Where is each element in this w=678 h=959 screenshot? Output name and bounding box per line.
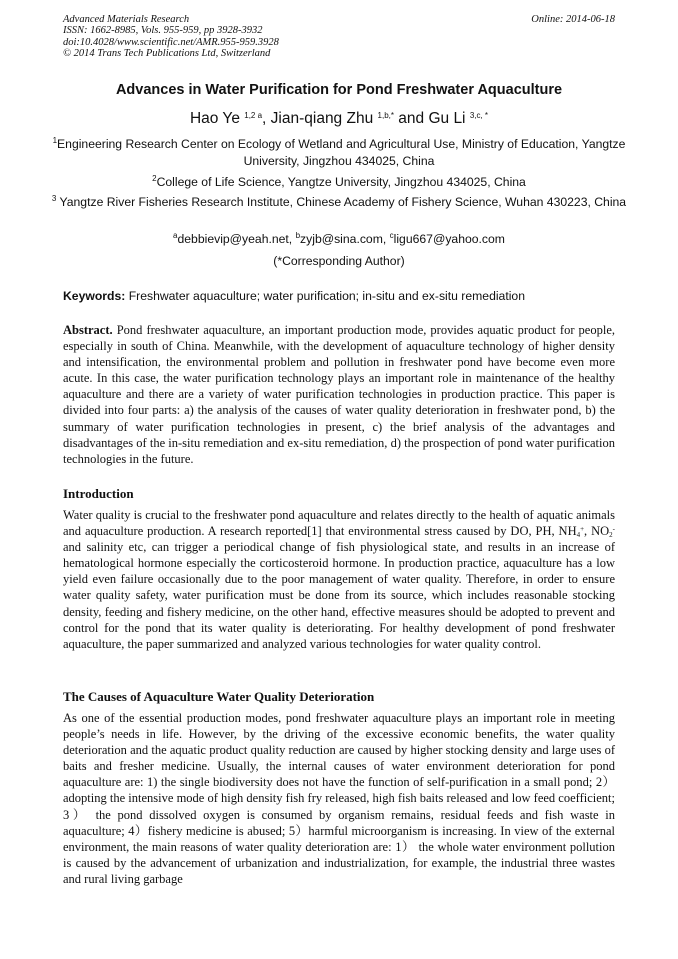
abstract (63, 322, 615, 467)
keywords-label: Keywords: (63, 289, 126, 303)
author-3-sup: 3,c, * (469, 111, 489, 120)
corresponding-author-note: (*Corresponding Author) (273, 254, 405, 268)
copyright-line: © 2014 Trans Tech Publications Ltd, Switzerland (63, 47, 271, 59)
email-a: debbievip@yeah.net, (177, 232, 296, 246)
author-1-sup: 1,2 a (244, 111, 263, 120)
abstract-label: Abstract. (63, 323, 113, 337)
section-heading-introduction: Introduction (63, 486, 134, 501)
journal-header (63, 14, 615, 59)
affiliation-2: $^2$College of Life Science, Yangtze University, Jingzhou 434025, China (152, 174, 526, 189)
author-2-sup: 1,b,* (377, 111, 394, 120)
keywords (63, 289, 623, 303)
author-1: Hao Ye (189, 110, 245, 127)
causes-paragraph: As one of the essential production modes, pond freshwater aquaculture plays an important role in meeting people’s needs in life. However, by the driving of the excessive economic benefits, the water quality deterioration and the aquatic product quality reduction are caused by higher stocking density and large uses of baits and fresher medicine. Usually, the internal causes of water environment deterioration for pond aquaculture are: 1) the single biodiversity does not have the function of self-purification in a small pond; 2）adopting the intensive mode of high density fish fry released, high fish baits released and low feed coefficient; 3） the pond dissolved oxygen is consumed by organism remains, residual feeds and fish waste in aquaculture; 4）fishery medicine is abused; 5）harmful microorganism is increasing. In view of the external environment, the main reasons of water quality deterioration are: 1） the whole water environment pollution is caused by the advancement of urbanization and industrialization, for example, the industrial three wastes and rural living garbage (63, 711, 615, 886)
abstract-text: Pond freshwater aquaculture, an important production mode, provides aquatic product for people, especially in south of China. Meanwhile, with the development of aquaculture technology of higher density and intensification, the environmental problem and pollution in freshwater pond have become even more acute. In this case, the water purification technology plays an important role in maintenance of the healthy aquaculture and there are a variety of water purification technologies in production practice. This paper is divided into four parts: a) the analysis of the causes of water quality deterioration in freshwater pond, b) the summary of water purification technologies in present, c) the brief analysis of the advantages and disadvantages of the in-situ remediation and ex-situ remediation, d) the prospection of pond water purification technologies in the future. (63, 323, 615, 466)
author-3: and Gu Li (393, 110, 470, 127)
author-list (40, 110, 638, 128)
introduction-paragraph: Water quality is crucial to the freshwater pond aquaculture and relates directly to the health of aquatic animals and aquaculture production. A research reported[1] that environmental stress caused by DO, PH, NH4+, NO2- and salinity etc, can trigger a periodical change of fish physiological state, and results in an increase of hematological hormone especially the corticosteroid hormone. In production practice, aquaculture has a low yield even failure occasionally due to the poor management of water quality. Therefore, in order to ensure water quality safety, water purification must be done from its source, which includes reasonable stocking density, feeding and fishery medicine, on the other hand, effective measures should be adopted to prevent and control for the pond that its water quality is deteriorating. For healthy development of pond freshwater aquaculture, the paper summarized and analyzed various technologies for water quality control. (63, 508, 615, 651)
email-b: zyjb@sina.com, (300, 232, 390, 246)
affiliation-1: $^1$Engineering Research Center on Ecology of Wetland and Agricultural Use, Ministry of Education, Yangtze University, Jingzhou 434025, China (52, 136, 626, 168)
section-heading-causes: The Causes of Aquaculture Water Quality Deterioration (63, 689, 375, 704)
author-2: , Jian-qiang Zhu (262, 110, 378, 127)
email-line: $^a$debbievip@yeah.net, $^b$zyjb@sina.com, $^c$ligu667@yahoo.com (173, 231, 505, 246)
online-date: Online: 2014-06-18 (531, 14, 615, 25)
issn-line: ISSN: 1662-8985, Vols. 955-959, pp 3928-3932 (63, 25, 263, 37)
keywords-text: Freshwater aquaculture; water purification; in-situ and ex-situ remediation (125, 289, 525, 303)
paper-title: Advances in Water Purification for Pond Freshwater Aquaculture (115, 82, 563, 98)
doi-line: doi:10.4028/www.scientific.net/AMR.955-959.3928 (63, 36, 279, 48)
journal-name: Advanced Materials Research (63, 14, 190, 25)
email-c: ligu667@yahoo.com (393, 232, 505, 246)
affiliation-3: $^3$ Yangtze River Fisheries Research Institute, Chinese Academy of Fishery Science, Wuhan 430223, China (51, 194, 627, 209)
